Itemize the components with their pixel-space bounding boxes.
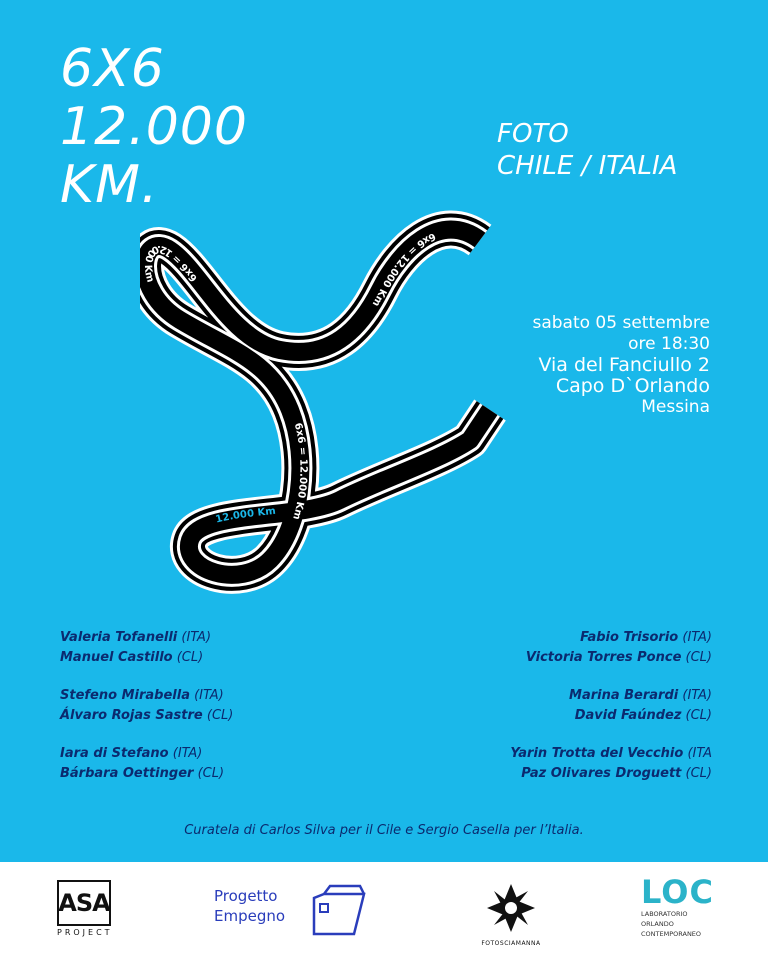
- loc-logo: LOC LABORATORIO ORLANDO CONTEMPORANEO: [641, 873, 714, 938]
- subtitle: [497, 118, 677, 182]
- artist: Manuel Castillo (CL): [60, 650, 204, 665]
- event-time: ore 18:30: [628, 334, 710, 354]
- road-label: 12.000 Km: [214, 505, 277, 526]
- artist: Stefeno Mirabella (ITA): [60, 688, 224, 703]
- event-info: [532, 313, 710, 418]
- road-label: 6x6 = 12.000 Km: [290, 421, 309, 521]
- folder-icon: [310, 882, 368, 940]
- curatela-credit: Curatela di Carlos Silva per il Cile e Sergio Casella per l’Italia.: [184, 823, 584, 838]
- artists-right: [510, 628, 712, 802]
- artists-left: [60, 628, 233, 802]
- road-label: 6x6 = 12.000 Km: [369, 230, 438, 309]
- artist: Yarin Trotta del Vecchio (ITA: [510, 746, 712, 761]
- artist: Victoria Torres Ponce (CL): [525, 650, 712, 665]
- artist: Álvaro Rojas Sastre (CL): [60, 708, 234, 723]
- title-line: 6X6: [60, 39, 165, 99]
- subtitle-line: FOTO: [497, 119, 569, 149]
- sponsor-footer: [0, 862, 768, 960]
- asa-project-logo: ASA PROJECT: [57, 880, 111, 940]
- event-city: Capo D`Orlando: [555, 375, 710, 397]
- subtitle-line: CHILE / ITALIA: [497, 151, 678, 181]
- title-line: KM.: [60, 155, 159, 215]
- event-date: sabato 05 settembre: [532, 313, 710, 333]
- artist: Paz Olivares Droguett (CL): [521, 766, 712, 781]
- artist: Bárbara Oettinger (CL): [60, 766, 225, 781]
- event-address: Via del Fanciullo 2: [538, 354, 710, 376]
- artist: David Faúndez (CL): [574, 708, 712, 723]
- artist: Marina Berardi (ITA): [569, 688, 712, 703]
- artist: Valeria Tofanelli (ITA): [60, 630, 212, 645]
- road-illustration: [140, 210, 540, 610]
- road-label: 6x6 = 12.000 Km: [141, 242, 200, 284]
- progetto-empegno-logo: Progetto Empegno: [214, 887, 286, 925]
- main-title: [60, 40, 248, 214]
- event-province: Messina: [641, 397, 710, 417]
- fotosciamanna-emblem-icon: [478, 882, 544, 934]
- artist: Fabio Trisorio (ITA): [580, 630, 712, 645]
- artist: Iara di Stefano (ITA): [60, 746, 203, 761]
- fotosciamanna-logo: FOTOSCIAMANNA: [478, 882, 544, 947]
- title-line: 12.000: [60, 97, 248, 157]
